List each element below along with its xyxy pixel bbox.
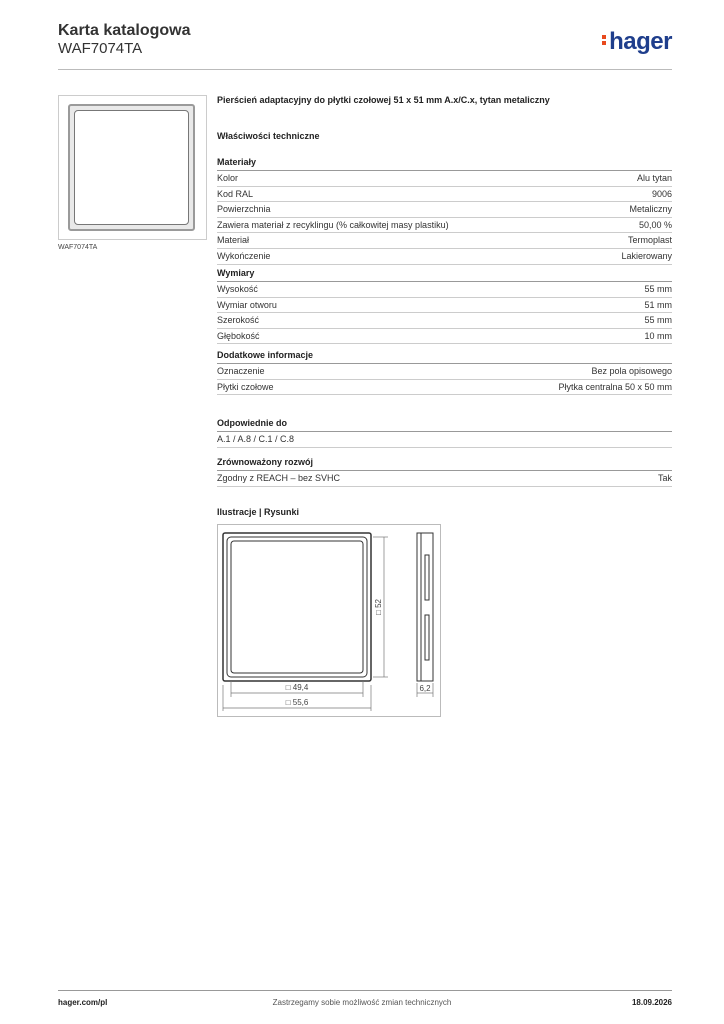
materials-table xyxy=(217,157,672,265)
footer-date: 18.09.2026 xyxy=(631,998,672,1007)
header-divider xyxy=(58,69,672,70)
table-row xyxy=(217,249,672,265)
product-image xyxy=(58,95,207,240)
tech-heading: Właściwości techniczne xyxy=(217,131,320,141)
hager-logo: hager xyxy=(602,28,672,56)
table-row xyxy=(217,171,672,187)
row-label: Wymiar otworu xyxy=(217,299,277,310)
row-value: 51 mm xyxy=(644,299,672,310)
dim-height-label: □ 52 xyxy=(374,599,383,615)
row-value: 10 mm xyxy=(644,330,672,341)
row-label: A.1 / A.8 / C.1 / C.8 xyxy=(217,434,295,444)
row-value: Metaliczny xyxy=(629,204,672,215)
product-image-caption: WAF7074TA xyxy=(58,244,98,251)
illustrations-heading: Ilustracje | Rysunki xyxy=(217,507,300,517)
row-value: Alu tytan xyxy=(636,173,672,183)
table-row xyxy=(217,202,672,218)
technical-drawing xyxy=(217,524,441,717)
section-heading: Materiały xyxy=(217,157,672,171)
row-label: Szerokość xyxy=(217,315,260,326)
table-row xyxy=(217,471,672,487)
table-row xyxy=(217,313,672,329)
row-label: Oznaczenie xyxy=(217,366,265,376)
footer-site-link[interactable]: hager.com/pl xyxy=(58,998,108,1007)
row-value: 55 mm xyxy=(644,315,672,326)
dim-outer-label: □ 55,6 xyxy=(285,698,309,707)
row-label: Materiał xyxy=(217,235,250,246)
table-row xyxy=(217,364,672,380)
row-value: 9006 xyxy=(651,188,672,199)
adapter-ring-icon xyxy=(68,104,195,231)
row-value: Lakierowany xyxy=(621,250,672,261)
logo-dots-icon xyxy=(602,33,606,47)
row-label: Głębokość xyxy=(217,330,260,341)
table-row xyxy=(217,187,672,203)
dim-inner-label: □ 49,4 xyxy=(285,683,309,692)
page-title: Karta katalogowa xyxy=(58,22,191,39)
footer-note: Zastrzegamy sobie możliwość zmian technicznych xyxy=(272,998,452,1007)
sustainable-table xyxy=(217,457,672,487)
table-row xyxy=(217,380,672,396)
table-row xyxy=(217,329,672,345)
row-label: Zgodny z REACH – bez SVHC xyxy=(217,473,341,483)
row-label: Kolor xyxy=(217,173,239,183)
section-heading: Odpowiednie do xyxy=(217,418,672,432)
row-value: 50,00 % xyxy=(638,219,672,230)
table-row xyxy=(217,233,672,249)
table-row xyxy=(217,282,672,298)
row-value: Bez pola opisowego xyxy=(591,366,672,376)
section-heading: Wymiary xyxy=(217,268,672,282)
product-description: Pierścień adaptacyjny do płytki czołowej 51 x 51 mm A.x/C.x, tytan metaliczny xyxy=(217,95,550,105)
row-label: Wysokość xyxy=(217,284,258,294)
dimension-drawing-icon xyxy=(218,525,440,716)
suitable-table xyxy=(217,418,672,448)
table-row xyxy=(217,432,672,448)
dimensions-table xyxy=(217,268,672,344)
row-label: Powierzchnia xyxy=(217,204,271,215)
section-heading: Zrównoważony rozwój xyxy=(217,457,672,471)
product-code: WAF7074TA xyxy=(58,40,143,57)
row-value: Termoplast xyxy=(627,235,672,246)
section-heading: Dodatkowe informacje xyxy=(217,350,672,364)
row-label: Kod RAL xyxy=(217,188,254,199)
additional-table xyxy=(217,350,672,395)
row-value: Tak xyxy=(657,473,672,483)
footer-divider xyxy=(58,990,672,991)
row-label: Zawiera materiał z recyklingu (% całkowitej masy plastiku) xyxy=(217,219,449,230)
row-value: 55 mm xyxy=(644,284,672,294)
row-label: Wykończenie xyxy=(217,250,271,261)
row-value: Płytka centralna 50 x 50 mm xyxy=(558,381,672,392)
table-row xyxy=(217,218,672,234)
table-row xyxy=(217,298,672,314)
row-label: Płytki czołowe xyxy=(217,381,274,392)
dim-depth-label: 6,2 xyxy=(419,684,431,693)
